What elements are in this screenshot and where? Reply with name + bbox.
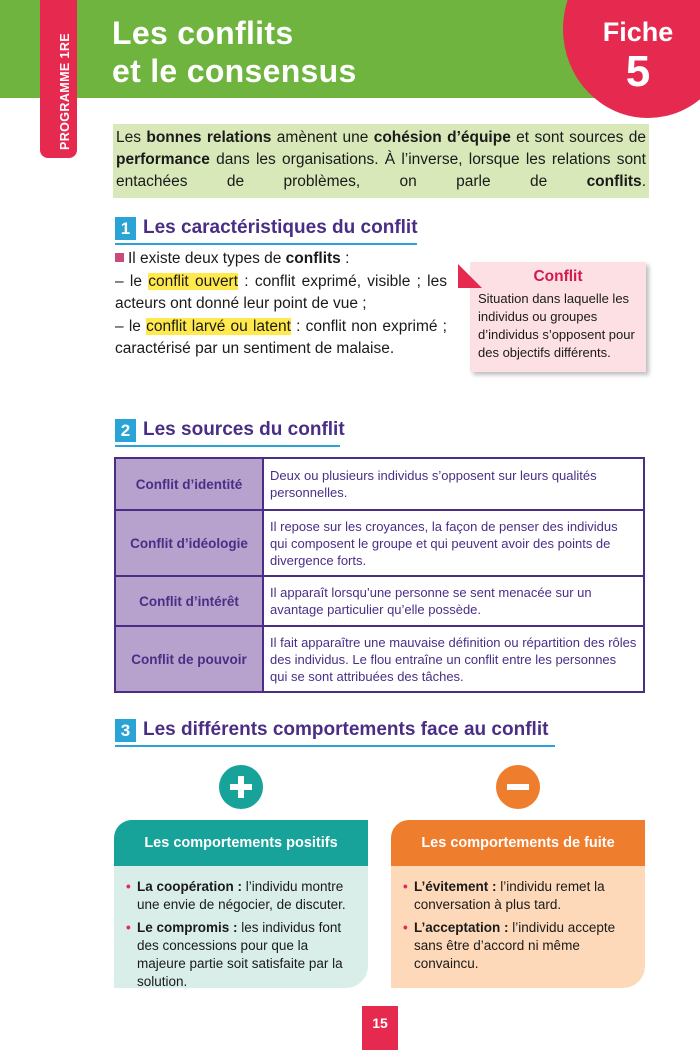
section-1-title: Les caractéristiques du conflit bbox=[143, 217, 418, 238]
intro-text: et sont sources de bbox=[510, 129, 646, 146]
intro-text: amènent une bbox=[271, 129, 374, 146]
item-bold: L’acceptation : bbox=[414, 920, 509, 935]
table-row bbox=[115, 576, 644, 626]
definition-box bbox=[470, 262, 646, 372]
sources-table bbox=[114, 457, 645, 693]
lead-text: Il existe deux types de bbox=[128, 250, 286, 267]
table-row bbox=[115, 510, 644, 576]
section-2-number: 2 bbox=[115, 419, 136, 442]
fiche-label: Fiche bbox=[602, 17, 674, 47]
item-text: : conflit non exprimé ; caractérisé par un sentiment de malaise. bbox=[115, 317, 447, 357]
definition-text: Situation dans laquelle les individus ou groupes d’individus s’opposent pour des objectifs différents. bbox=[478, 291, 635, 360]
conflict-description: Il repose sur les croyances, la façon de penser des individus qui composent le groupe et qui peuvent avoir des points de divergence forts. bbox=[263, 510, 644, 576]
item-text: les individus font des concessions pour que la majeure partie soit satisfaite par la solution. bbox=[137, 920, 343, 989]
item-text: l’individu remet la conversation à plus tard. bbox=[414, 879, 605, 912]
list-item bbox=[126, 878, 354, 914]
type-latent bbox=[115, 316, 447, 361]
fiche-number: 5 bbox=[625, 47, 651, 96]
section-3-underline bbox=[115, 745, 555, 747]
definition-corner-icon bbox=[458, 264, 482, 288]
minus-bar bbox=[507, 784, 529, 790]
item-text: l’individu montre une envie de négocier, de discuter. bbox=[137, 879, 346, 912]
conflict-type: Conflit de pouvoir bbox=[115, 626, 263, 692]
section-1-heading bbox=[115, 215, 417, 243]
intro-bold: cohésion d’équipe bbox=[373, 129, 511, 146]
conflict-type: Conflit d’idéologie bbox=[115, 510, 263, 576]
page-number: 15 bbox=[362, 1006, 398, 1050]
bullet-icon bbox=[115, 253, 124, 262]
intro-bold: performance bbox=[116, 151, 210, 168]
section-3-number: 3 bbox=[115, 719, 136, 742]
positive-heading: Les comportements positifs bbox=[114, 820, 368, 866]
lead-bold: conflits bbox=[285, 250, 341, 267]
intro-text: . bbox=[641, 173, 646, 190]
bullet-icon: • bbox=[403, 920, 408, 935]
conflict-description: Deux ou plusieurs individus s’opposent sur leurs qualités personnelles. bbox=[263, 458, 644, 510]
bullet-icon: • bbox=[403, 879, 408, 894]
item-prefix: – le bbox=[115, 317, 147, 335]
plus-icon bbox=[219, 765, 263, 809]
intro-box bbox=[113, 124, 649, 198]
bullet-icon: • bbox=[126, 920, 131, 935]
bullet-icon: • bbox=[126, 879, 131, 894]
item-bold: La coopération : bbox=[137, 879, 243, 894]
title-line-2: et le consensus bbox=[112, 53, 357, 89]
intro-bold: conflits bbox=[586, 173, 642, 190]
item-bold: L’évitement : bbox=[414, 879, 497, 894]
section-2-underline bbox=[115, 445, 340, 447]
section-3-heading bbox=[115, 717, 555, 745]
type-open bbox=[115, 271, 447, 316]
conflict-type: Conflit d’intérêt bbox=[115, 576, 263, 626]
minus-icon bbox=[496, 765, 540, 809]
positive-card bbox=[114, 866, 368, 988]
section-2-heading bbox=[115, 417, 345, 445]
item-text: : conflit exprimé, visible ; les acteurs ont donné leur point de vue ; bbox=[115, 272, 447, 312]
definition-title: Conflit bbox=[533, 268, 583, 285]
list-item bbox=[403, 878, 631, 914]
title-line-1: Les conflits bbox=[112, 15, 294, 51]
section-2-title: Les sources du conflit bbox=[143, 419, 345, 440]
intro-text: dans les organisations. À l’inverse, lorsque les relations sont entachées de problèmes, on parle de bbox=[116, 151, 646, 190]
item-text: l’individu accepte sans être d’accord ni même convaincu. bbox=[414, 920, 616, 971]
item-prefix: – le bbox=[115, 272, 149, 290]
side-label: PROGRAMME 1RE bbox=[58, 32, 72, 150]
lead-end: : bbox=[340, 250, 350, 267]
plus-bar-v bbox=[238, 776, 244, 798]
highlight-open: conflit ouvert bbox=[148, 272, 239, 290]
conflict-description: Il apparaît lorsqu’une personne se sent menacée sur un avantage particulier qu’elle possède. bbox=[263, 576, 644, 626]
table-row bbox=[115, 626, 644, 692]
section-1-underline bbox=[115, 243, 417, 245]
list-item bbox=[126, 919, 354, 991]
intro-text: Les bbox=[116, 129, 147, 146]
item-bold: Le compromis : bbox=[137, 920, 238, 935]
section-1-number: 1 bbox=[115, 217, 136, 240]
list-item bbox=[403, 919, 631, 973]
table-row bbox=[115, 458, 644, 510]
page-title bbox=[112, 14, 357, 90]
intro-bold: bonnes relations bbox=[146, 129, 272, 146]
negative-card bbox=[391, 866, 645, 988]
negative-heading: Les comportements de fuite bbox=[391, 820, 645, 866]
conflict-types bbox=[115, 248, 447, 361]
types-lead bbox=[115, 248, 447, 271]
conflict-description: Il fait apparaître une mauvaise définition ou répartition des rôles des individus. Le flou entraîne un conflit entre les personnes qui se sont attribuées des tâches. bbox=[263, 626, 644, 692]
conflict-type: Conflit d’identité bbox=[115, 458, 263, 510]
highlight-latent: conflit larvé ou latent bbox=[146, 317, 291, 335]
section-3-title: Les différents comportements face au conflit bbox=[143, 719, 549, 740]
